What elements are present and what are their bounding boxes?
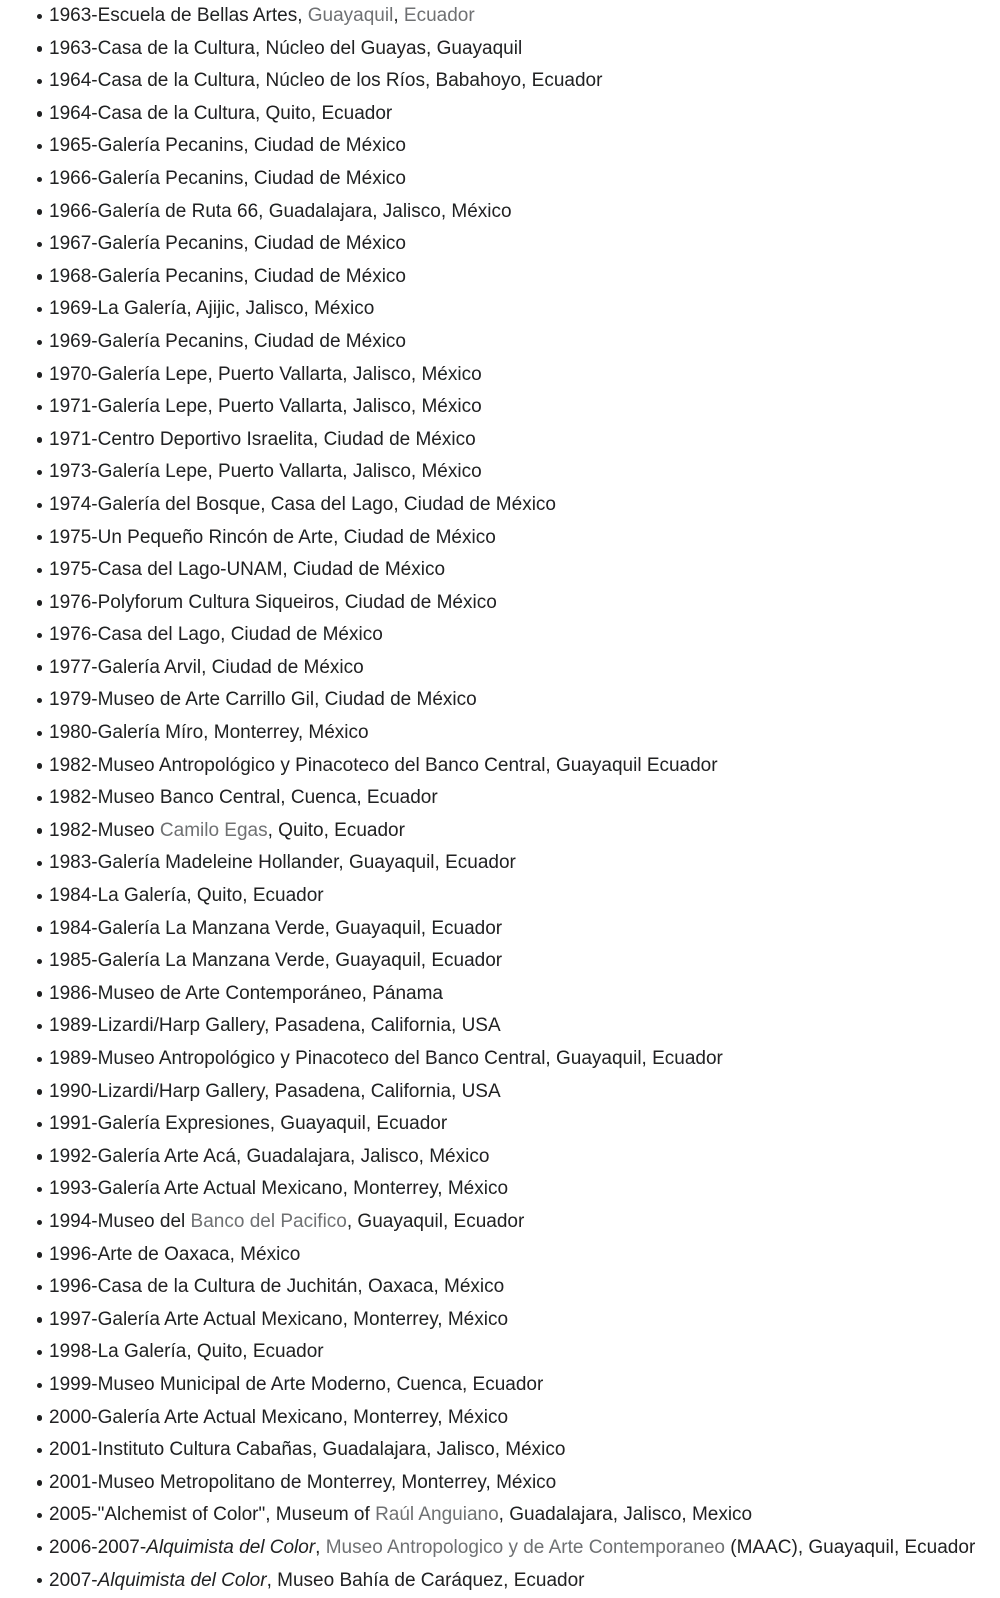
exhibition-title: Alquimista del Color	[97, 1569, 267, 1591]
text-segment: 1979-Museo de Arte Carrillo Gil, Ciudad de México	[49, 689, 477, 711]
list-item	[49, 913, 1000, 946]
text-segment: 2007-	[49, 1569, 98, 1591]
list-item	[49, 489, 1000, 522]
text-segment: 1992-Galería Arte Acá, Guadalajara, Jalisco, México	[49, 1145, 490, 1167]
list-item	[49, 750, 1000, 783]
text-segment: 2006-2007-	[49, 1536, 147, 1558]
list-item	[49, 815, 1000, 848]
list-item	[49, 261, 1000, 294]
text-segment: 1963-Casa de la Cultura, Núcleo del Guayas, Guayaquil	[49, 37, 523, 59]
list-item	[49, 619, 1000, 652]
list-item	[49, 1402, 1000, 1435]
wiki-link[interactable]: Banco del Pacifico	[190, 1210, 347, 1232]
list-item	[49, 1043, 1000, 1076]
list-item	[49, 293, 1000, 326]
text-segment: 1984-La Galería, Quito, Ecuador	[49, 885, 324, 907]
text-segment: 1980-Galería Míro, Monterrey, México	[49, 722, 369, 744]
text-segment: 1969-La Galería, Ajijic, Jalisco, México	[49, 298, 375, 320]
text-segment: 1999-Museo Municipal de Arte Moderno, Cuenca, Ecuador	[49, 1373, 544, 1395]
text-segment: 1994-Museo del	[49, 1210, 191, 1232]
list-item	[49, 1141, 1000, 1174]
list-item	[49, 33, 1000, 66]
text-segment: 1990-Lizardi/Harp Gallery, Pasadena, California, USA	[49, 1080, 501, 1102]
text-segment: ,	[315, 1536, 326, 1558]
list-item	[49, 1336, 1000, 1369]
text-segment: , Guayaquil, Ecuador	[346, 1210, 525, 1232]
text-segment: 1976-Polyforum Cultura Siqueiros, Ciudad de México	[49, 591, 497, 613]
list-item	[49, 1206, 1000, 1239]
list-item	[49, 717, 1000, 750]
list-item	[49, 1271, 1000, 1304]
list-item	[49, 326, 1000, 359]
list-item	[49, 424, 1000, 457]
text-segment: 1997-Galería Arte Actual Mexicano, Monterrey, México	[49, 1308, 509, 1330]
list-item	[49, 1499, 1000, 1532]
text-segment: 1964-Casa de la Cultura, Núcleo de los Ríos, Babahoyo, Ecuador	[49, 70, 603, 92]
text-segment: 1976-Casa del Lago, Ciudad de México	[49, 624, 383, 646]
text-segment: 1965-Galería Pecanins, Ciudad de México	[49, 135, 406, 157]
text-segment: 1967-Galería Pecanins, Ciudad de México	[49, 233, 406, 255]
list-item	[49, 163, 1000, 196]
exhibition-title: Alquimista del Color	[146, 1536, 316, 1558]
list-item	[49, 228, 1000, 261]
text-segment: 1973-Galería Lepe, Puerto Vallarta, Jalisco, México	[49, 461, 482, 483]
text-segment: 1984-Galería La Manzana Verde, Guayaquil, Ecuador	[49, 917, 503, 939]
text-segment: 2001-Instituto Cultura Cabañas, Guadalajara, Jalisco, México	[49, 1439, 566, 1461]
list-item	[49, 1076, 1000, 1109]
text-segment: 1968-Galería Pecanins, Ciudad de México	[49, 265, 406, 287]
wiki-link[interactable]: Camilo Egas	[159, 819, 268, 841]
list-item	[49, 782, 1000, 815]
list-item	[49, 880, 1000, 913]
list-item	[49, 1467, 1000, 1500]
wiki-link[interactable]: Ecuador	[403, 5, 475, 26]
text-segment: 1974-Galería del Bosque, Casa del Lago, Ciudad de México	[49, 493, 556, 515]
list-item	[49, 1532, 1000, 1565]
text-segment: 1971-Galería Lepe, Puerto Vallarta, Jalisco, México	[49, 396, 482, 418]
text-segment: 1963-Escuela de Bellas Artes,	[49, 5, 308, 26]
text-segment: 1971-Centro Deportivo Israelita, Ciudad de México	[49, 428, 476, 450]
list-item	[49, 130, 1000, 163]
text-segment: 1996-Arte de Oaxaca, México	[49, 1243, 301, 1265]
list-item	[49, 98, 1000, 131]
text-segment: 2001-Museo Metropolitano de Monterrey, Monterrey, México	[49, 1471, 557, 1493]
text-segment: , Quito, Ecuador	[267, 819, 405, 841]
list-item	[49, 945, 1000, 978]
list-item	[49, 1565, 1000, 1598]
list-item	[49, 978, 1000, 1011]
list-item	[49, 1369, 1000, 1402]
text-segment: 1966-Galería Pecanins, Ciudad de México	[49, 167, 406, 189]
text-segment: 1975-Casa del Lago-UNAM, Ciudad de México	[49, 559, 446, 581]
list-item	[49, 1173, 1000, 1206]
list-item	[49, 65, 1000, 98]
list-item	[49, 554, 1000, 587]
wiki-link[interactable]: Raúl Anguiano	[375, 1504, 499, 1526]
text-segment: 1982-Museo	[49, 819, 160, 841]
list-item	[49, 359, 1000, 392]
list-item	[49, 456, 1000, 489]
text-segment: , Museo Bahía de Caráquez, Ecuador	[266, 1569, 585, 1591]
text-segment: 1986-Museo de Arte Contemporáneo, Pánama	[49, 982, 443, 1004]
text-segment: 1969-Galería Pecanins, Ciudad de México	[49, 330, 406, 352]
list-item	[49, 522, 1000, 555]
text-segment: 1991-Galería Expresiones, Guayaquil, Ecuador	[49, 1113, 448, 1135]
text-segment: 1977-Galería Arvil, Ciudad de México	[49, 656, 364, 678]
text-segment: 1964-Casa de la Cultura, Quito, Ecuador	[49, 102, 393, 124]
text-segment: 2005-"Alchemist of Color", Museum of	[49, 1504, 376, 1526]
list-item	[49, 0, 1000, 33]
text-segment: (MAAC), Guayaquil, Ecuador	[725, 1536, 976, 1558]
text-segment: 1970-Galería Lepe, Puerto Vallarta, Jalisco, México	[49, 363, 482, 385]
list-item	[49, 652, 1000, 685]
list-item	[49, 847, 1000, 880]
wiki-link[interactable]: Guayaquil	[307, 5, 394, 26]
list-item	[49, 587, 1000, 620]
text-segment: 1966-Galería de Ruta 66, Guadalajara, Jalisco, México	[49, 200, 512, 222]
text-segment: 1989-Lizardi/Harp Gallery, Pasadena, California, USA	[49, 1015, 501, 1037]
text-segment: ,	[393, 5, 404, 26]
list-item	[49, 1108, 1000, 1141]
text-segment: 1993-Galería Arte Actual Mexicano, Monterrey, México	[49, 1178, 509, 1200]
text-segment: 2000-Galería Arte Actual Mexicano, Monterrey, México	[49, 1406, 509, 1428]
text-segment: 1985-Galería La Manzana Verde, Guayaquil, Ecuador	[49, 950, 503, 972]
list-item	[49, 1239, 1000, 1272]
wiki-link[interactable]: Museo Antropologico y de Arte Contemporaneo	[325, 1536, 725, 1558]
list-item	[49, 196, 1000, 229]
text-segment: 1989-Museo Antropológico y Pinacoteco del Banco Central, Guayaquil, Ecuador	[49, 1048, 723, 1069]
text-segment: 1982-Museo Banco Central, Cuenca, Ecuador	[49, 787, 438, 809]
text-segment: 1983-Galería Madeleine Hollander, Guayaquil, Ecuador	[49, 852, 516, 874]
list-item	[49, 1304, 1000, 1337]
text-segment: 1998-La Galería, Quito, Ecuador	[49, 1341, 324, 1363]
text-segment: 1975-Un Pequeño Rincón de Arte, Ciudad de México	[49, 526, 496, 548]
text-segment: 1982-Museo Antropológico y Pinacoteco del Banco Central, Guayaquil Ecuador	[49, 754, 718, 776]
list-item	[49, 684, 1000, 717]
text-segment: 1996-Casa de la Cultura de Juchitán, Oaxaca, México	[49, 1276, 505, 1298]
text-segment: , Guadalajara, Jalisco, Mexico	[498, 1504, 753, 1526]
list-item	[49, 391, 1000, 424]
list-item	[49, 1434, 1000, 1467]
list-item	[49, 1010, 1000, 1043]
